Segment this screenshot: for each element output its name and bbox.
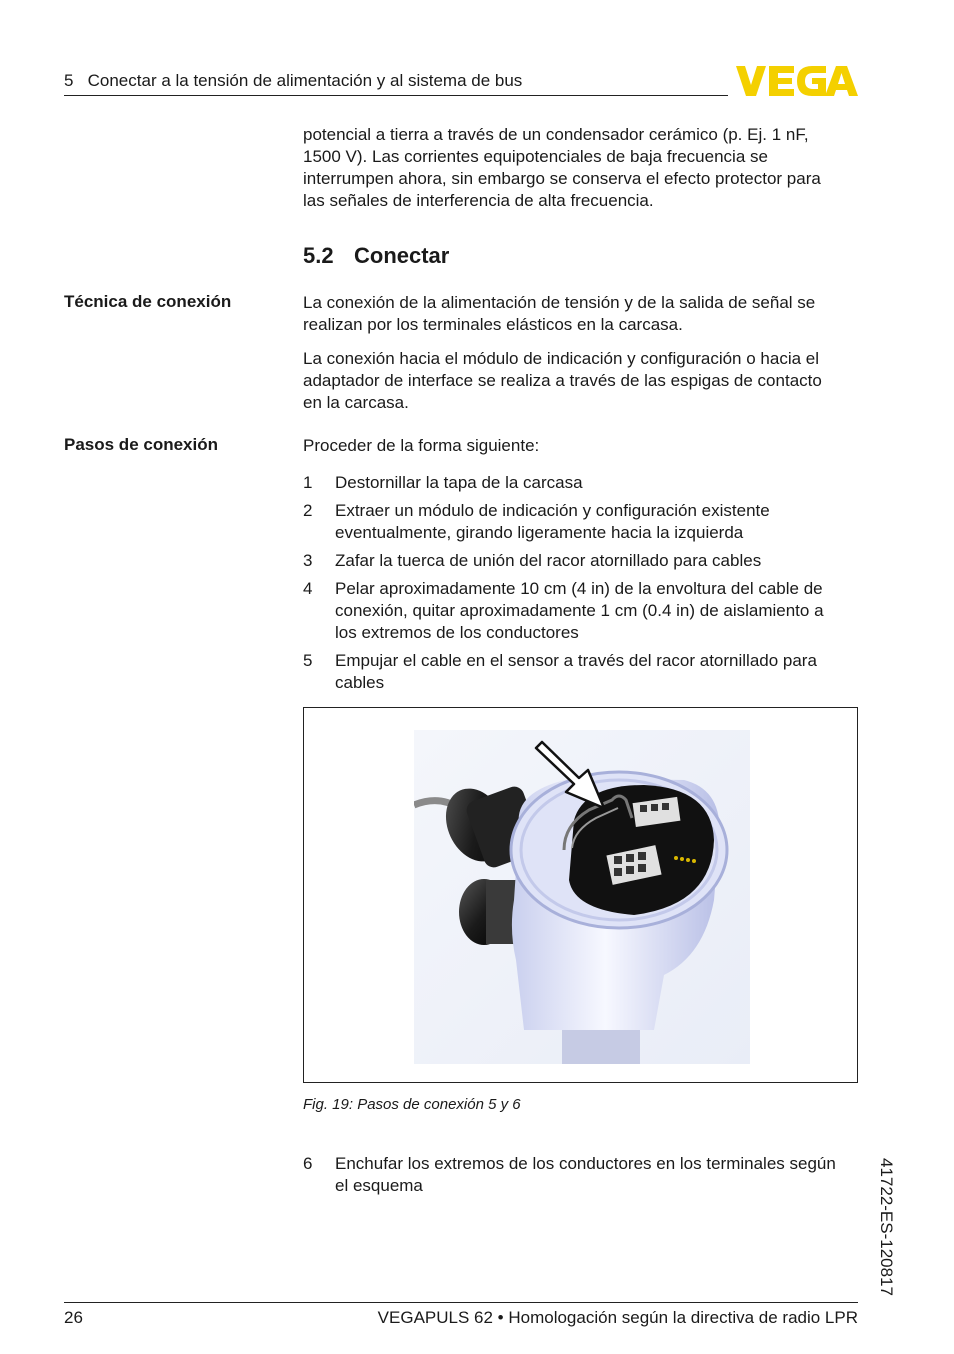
text-line: Empujar el cable en el sensor a través del racor atornillado para bbox=[335, 651, 817, 670]
text-line: Zafar la tuerca de unión del racor atornillado para cables bbox=[335, 551, 762, 570]
pasos-intro: Proceder de la forma siguiente: bbox=[303, 436, 540, 455]
text-line: los extremos de los conductores bbox=[335, 623, 579, 642]
text-line: Pelar aproximadamente 10 cm (4 in) de la envoltura del cable de bbox=[335, 579, 823, 598]
text-line: conexión, quitar aproximadamente 1 cm (0.4 in) de aislamiento a bbox=[335, 601, 824, 620]
text-line: el esquema bbox=[335, 1176, 423, 1195]
page-number: 26 bbox=[64, 1308, 83, 1327]
tecnica-paragraph-1 bbox=[303, 292, 859, 336]
margin-label-tecnica: Técnica de conexión bbox=[64, 292, 232, 311]
text-line: 1500 V). Las corrientes equipotenciales de baja frecuencia se bbox=[303, 147, 768, 166]
list-item bbox=[303, 578, 859, 644]
text-line: eventualmente, girando ligeramente hacia la izquierda bbox=[335, 523, 744, 542]
figure-caption: Fig. 19: Pasos de conexión 5 y 6 bbox=[303, 1096, 521, 1113]
tecnica-paragraph-2 bbox=[303, 348, 859, 414]
text-line: La conexión hacia el módulo de indicación y configuración o hacia el bbox=[303, 349, 820, 368]
text-line: cables bbox=[335, 673, 385, 692]
text-line: en la carcasa. bbox=[303, 393, 409, 412]
step-number: 6 bbox=[303, 1154, 313, 1173]
section-title: Conectar bbox=[354, 243, 450, 268]
vega-logo bbox=[736, 66, 858, 96]
list-item bbox=[303, 1153, 859, 1197]
text-line: La conexión de la alimentación de tensión y de la salida de señal se bbox=[303, 293, 816, 312]
footer-title: VEGAPULS 62 • Homologación según la directiva de radio LPR bbox=[377, 1308, 858, 1327]
intro-paragraph bbox=[303, 124, 859, 212]
step-number: 4 bbox=[303, 579, 313, 598]
list-item bbox=[303, 500, 859, 544]
text-line: potencial a tierra a través de un condensador cerámico (p. Ej. 1 nF, bbox=[303, 125, 809, 144]
text-line: realizan por los terminales elásticos en la carcasa. bbox=[303, 315, 683, 334]
list-item bbox=[303, 550, 859, 572]
figure-frame bbox=[303, 707, 858, 1083]
running-header: 5 Conectar a la tensión de alimentación y al sistema de bus bbox=[64, 71, 523, 90]
sensor-housing-illustration bbox=[414, 730, 750, 1064]
text-line: adaptador de interface se realiza a través de las espigas de contacto bbox=[303, 371, 822, 390]
step-number: 3 bbox=[303, 551, 313, 570]
text-line: interrumpen ahora, sin embargo se conserva el efecto protector para bbox=[303, 169, 821, 188]
document-code: 41722-ES-120817 bbox=[877, 1158, 896, 1297]
margin-label-pasos: Pasos de conexión bbox=[64, 435, 218, 454]
text-line: Extraer un módulo de indicación y configuración existente bbox=[335, 501, 770, 520]
text-line: las señales de interferencia de alta frecuencia. bbox=[303, 191, 654, 210]
footer-rule bbox=[64, 1302, 858, 1303]
text-line: Enchufar los extremos de los conductores en los terminales según bbox=[335, 1154, 836, 1173]
step-number: 1 bbox=[303, 473, 313, 492]
section-number: 5.2 bbox=[303, 243, 334, 268]
section-heading bbox=[303, 243, 449, 269]
text-line: Destornillar la tapa de la carcasa bbox=[335, 473, 583, 492]
step-number: 2 bbox=[303, 501, 313, 520]
list-item bbox=[303, 650, 859, 694]
list-item bbox=[303, 472, 859, 494]
step-number: 5 bbox=[303, 651, 313, 670]
header-rule bbox=[64, 95, 728, 96]
